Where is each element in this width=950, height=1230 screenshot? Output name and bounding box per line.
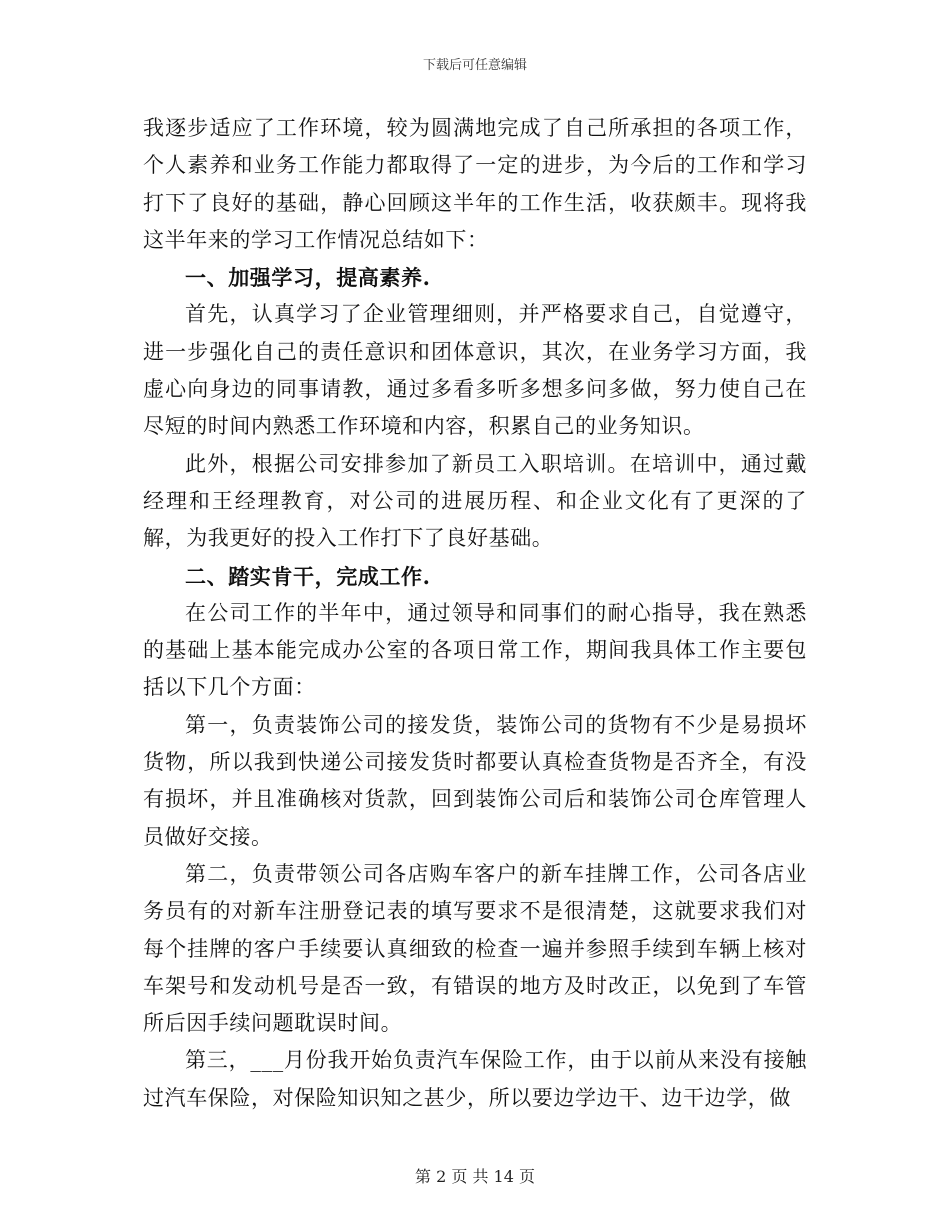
body-paragraph: 首先，认真学习了企业管理细则，并严格要求自己，自觉遵守，进一步强化自己的责任意识和团体意识，其次，在业务学习方面，我虚心向身边的同事请教，通过多看多听多想多问多做，努力使自己在尽短的时间内熟悉工作环境和内容，积累自己的业务知识。 [143,302,807,439]
section-heading-1: 一、加强学习，提高素养. [185,265,431,291]
body-paragraph: 此外，根据公司安排参加了新员工入职培训。在培训中，通过戴经理和王经理教育，对公司的进展历程、和企业文化有了更深的了解，为我更好的投入工作打下了良好基础。 [143,451,807,551]
document-body [143,110,807,1117]
body-paragraph: 第二，负责带领公司各店购车客户的新车挂牌工作，公司各店业务员有的对新车注册登记表的填写要求不是很清楚，这就要求我们对每个挂牌的客户手续要认真细致的检查一遍并参照手续到车辆上核对车架号和发动机号是否一致，有错误的地方及时改正，以免到了车管所后因手续问题耽误时间。 [143,861,807,1036]
section-heading-2: 二、踏实肯干，完成工作. [185,563,431,589]
intro-paragraph: 我逐步适应了工作环境，较为圆满地完成了自己所承担的各项工作，个人素养和业务工作能力都取得了一定的进步，为今后的工作和学习打下了良好的基础，静心回顾这半年的工作生活，收获颇丰。现将我这半年来的学习工作情况总结如下： [143,116,807,252]
body-paragraph: 第一，负责装饰公司的接发货，装饰公司的货物有不少是易损坏货物，所以我到快递公司接发货时都要认真检查货物是否齐全，有没有损坏，并且准确核对货款，回到装饰公司后和装饰公司仓库管理人员做好交接。 [143,712,807,849]
page-number: 第 2 页 共 14 页 [415,1167,535,1186]
body-paragraph: 在公司工作的半年中，通过领导和同事们的耐心指导，我在熟悉的基础上基本能完成办公室的各项日常工作，期间我具体工作主要包括以下几个方面： [143,600,807,700]
page-header-note: 下载后可任意编辑 [422,58,527,73]
body-paragraph: 第三，___月份我开始负责汽车保险工作，由于以前从来没有接触过汽车保险，对保险知识知之甚少，所以要边学边干、边干边学，做 [143,1048,807,1110]
